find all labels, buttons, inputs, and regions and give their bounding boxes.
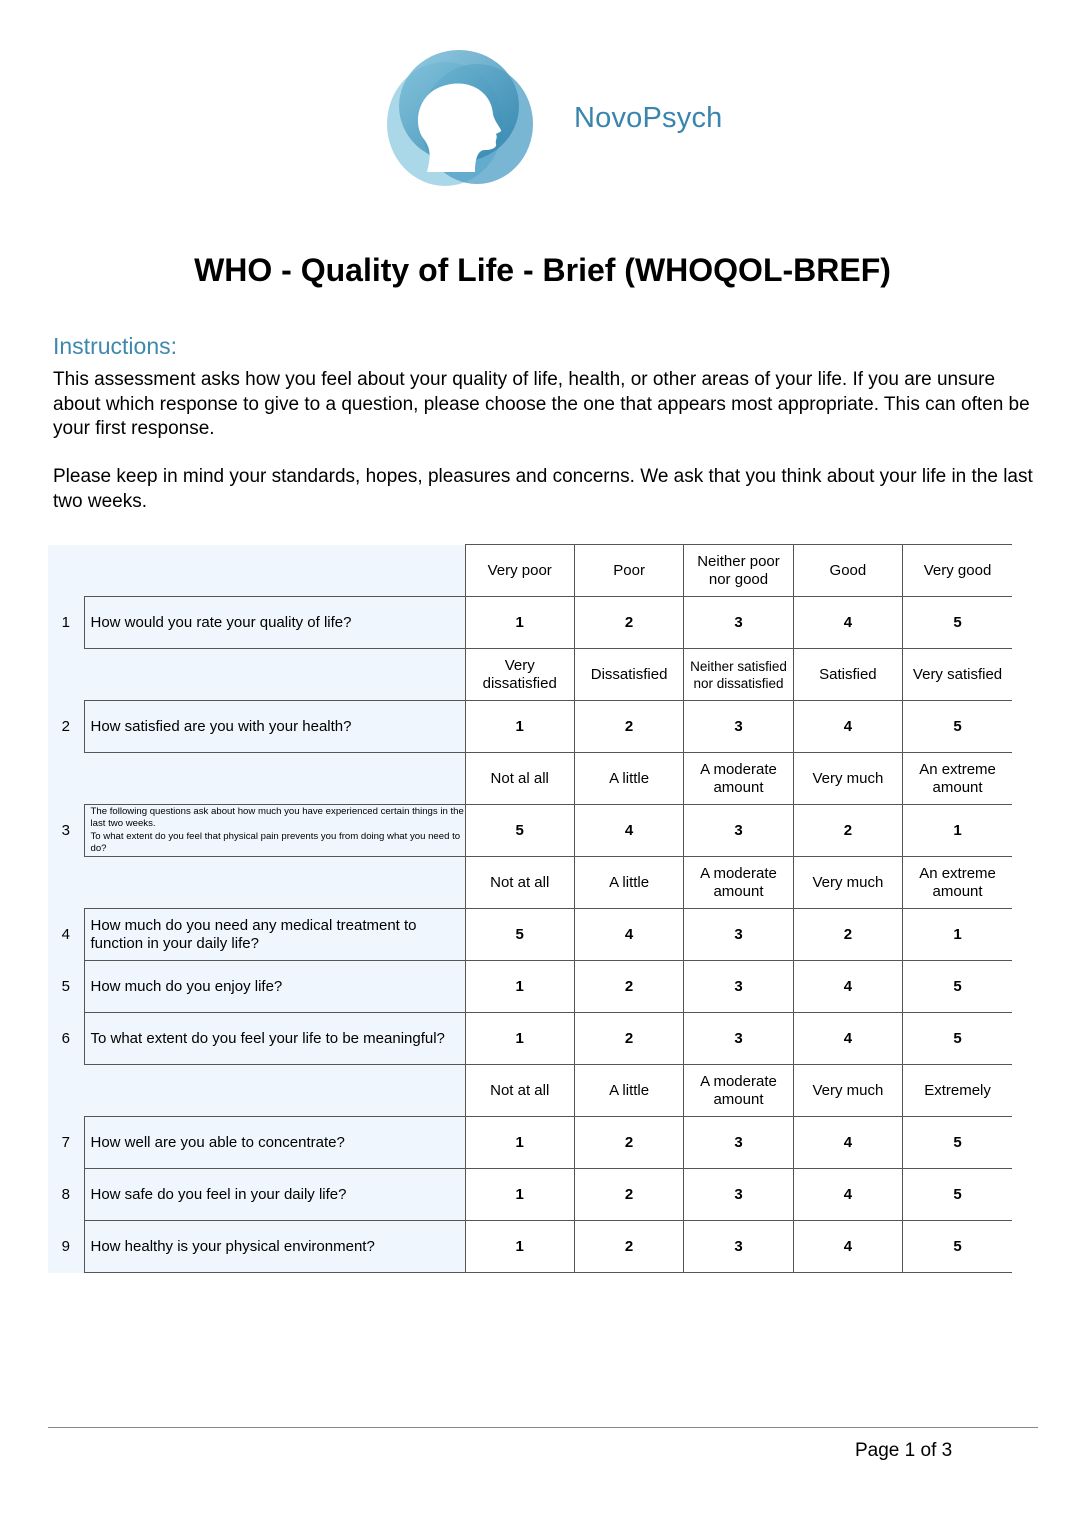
question-row [48, 1117, 1012, 1169]
scale-label: Very much [793, 753, 902, 805]
response-option[interactable]: 4 [574, 805, 683, 857]
question-number: 5 [48, 961, 84, 1013]
question-number: 1 [48, 597, 84, 649]
head-profile-logo-icon [383, 44, 543, 194]
question-number: 9 [48, 1221, 84, 1273]
logo [383, 44, 743, 194]
response-option[interactable]: 1 [465, 597, 574, 649]
response-option[interactable]: 1 [465, 1221, 574, 1273]
response-option[interactable]: 4 [793, 1117, 902, 1169]
response-option[interactable]: 5 [903, 597, 1012, 649]
scale-label: A little [574, 753, 683, 805]
response-option[interactable]: 3 [684, 1169, 793, 1221]
response-option[interactable]: 1 [465, 1169, 574, 1221]
response-option[interactable]: 3 [684, 1221, 793, 1273]
response-option[interactable]: 2 [574, 1013, 683, 1065]
question-text: How would you rate your quality of life? [84, 597, 465, 649]
response-option[interactable]: 5 [903, 1117, 1012, 1169]
question-row [48, 597, 1012, 649]
response-option[interactable]: 1 [465, 1117, 574, 1169]
scale-label: An extreme amount [903, 857, 1012, 909]
response-option[interactable]: 4 [793, 701, 902, 753]
response-option[interactable]: 4 [793, 597, 902, 649]
brand-name: NovoPsych [574, 102, 723, 134]
footer-divider [48, 1427, 1038, 1428]
response-option[interactable]: 4 [793, 1221, 902, 1273]
instructions-heading: Instructions: [53, 333, 177, 359]
response-option[interactable]: 4 [793, 961, 902, 1013]
response-option[interactable]: 2 [793, 909, 902, 961]
scale-label: Very poor [465, 545, 574, 597]
response-option[interactable]: 2 [574, 1221, 683, 1273]
question-number: 4 [48, 909, 84, 961]
response-option[interactable]: 2 [574, 597, 683, 649]
response-option[interactable]: 1 [903, 909, 1012, 961]
scale-label: Very good [903, 545, 1012, 597]
scale-header-row [48, 857, 1012, 909]
response-option[interactable]: 3 [684, 961, 793, 1013]
scale-header-row [48, 753, 1012, 805]
page-number: Page 1 of 3 [855, 1440, 953, 1461]
response-option[interactable]: 3 [684, 1117, 793, 1169]
question-number: 6 [48, 1013, 84, 1065]
question-text: How well are you able to concentrate? [84, 1117, 465, 1169]
question-row [48, 909, 1012, 961]
page-title: WHO - Quality of Life - Brief (WHOQOL-BREF) [194, 252, 891, 288]
response-option[interactable]: 1 [903, 805, 1012, 857]
response-option[interactable]: 5 [903, 1169, 1012, 1221]
question-text: How satisfied are you with your health? [84, 701, 465, 753]
scale-label: A little [574, 1065, 683, 1117]
question-text: To what extent do you feel your life to be meaningful? [84, 1013, 465, 1065]
questionnaire-table [48, 544, 1012, 1273]
scale-label: Poor [574, 545, 683, 597]
scale-header-row [48, 545, 1012, 597]
scale-label: Not at all [465, 1065, 574, 1117]
response-option[interactable]: 3 [684, 701, 793, 753]
response-option[interactable]: 4 [793, 1169, 902, 1221]
question-number: 3 [48, 805, 84, 857]
scale-label: Good [793, 545, 902, 597]
scale-label: A moderate amount [684, 857, 793, 909]
response-option[interactable]: 5 [903, 961, 1012, 1013]
response-option[interactable]: 5 [903, 1013, 1012, 1065]
scale-label: Neither satisfied nor dissatisfied [684, 649, 793, 701]
scale-label: An extreme amount [903, 753, 1012, 805]
instructions-paragraph-1: This assessment asks how you feel about your quality of life, health, or other areas of your life. If you are unsure about which response to give to a question, please choose the one that appears most appropriate. This can often be your first response. [53, 369, 1030, 439]
scale-label: Extremely [903, 1065, 1012, 1117]
scale-label: Not at all [465, 857, 574, 909]
instructions-paragraph-2: Please keep in mind your standards, hopes, pleasures and concerns. We ask that you think about your life in the last two weeks. [53, 466, 1033, 512]
question-text: How much do you enjoy life? [84, 961, 465, 1013]
response-option[interactable]: 5 [465, 805, 574, 857]
scale-label: Very much [793, 1065, 902, 1117]
question-row [48, 1169, 1012, 1221]
response-option[interactable]: 5 [903, 1221, 1012, 1273]
response-option[interactable]: 2 [574, 1117, 683, 1169]
question-row [48, 805, 1012, 857]
scale-label: Very dissatisfied [465, 649, 574, 701]
scale-label: Very satisfied [903, 649, 1012, 701]
question-number: 8 [48, 1169, 84, 1221]
scale-header-row [48, 1065, 1012, 1117]
scale-label: A little [574, 857, 683, 909]
question-text: How healthy is your physical environment? [84, 1221, 465, 1273]
scale-label: Very much [793, 857, 902, 909]
scale-label: Not al all [465, 753, 574, 805]
response-option[interactable]: 4 [574, 909, 683, 961]
response-option[interactable]: 3 [684, 909, 793, 961]
question-row [48, 701, 1012, 753]
question-text: The following questions ask about how much you have experienced certain things in the last two weeks. To what extent do you feel that physical pain prevents you from doing what you need to do? [84, 805, 465, 857]
question-number: 7 [48, 1117, 84, 1169]
response-option[interactable]: 2 [574, 961, 683, 1013]
scale-label: A moderate amount [684, 753, 793, 805]
question-number: 2 [48, 701, 84, 753]
response-option[interactable]: 1 [465, 961, 574, 1013]
scale-label: Neither poor nor good [684, 545, 793, 597]
response-option[interactable]: 3 [684, 597, 793, 649]
question-row [48, 961, 1012, 1013]
scale-header-row [48, 649, 1012, 701]
response-option[interactable]: 2 [574, 701, 683, 753]
question-text: How safe do you feel in your daily life? [84, 1169, 465, 1221]
response-option[interactable]: 5 [465, 909, 574, 961]
response-option[interactable]: 5 [903, 701, 1012, 753]
response-option[interactable]: 2 [574, 1169, 683, 1221]
question-row [48, 1221, 1012, 1273]
response-option[interactable]: 2 [793, 805, 902, 857]
response-option[interactable]: 1 [465, 1013, 574, 1065]
scale-label: A moderate amount [684, 1065, 793, 1117]
response-option[interactable]: 1 [465, 701, 574, 753]
response-option[interactable]: 3 [684, 1013, 793, 1065]
scale-label: Satisfied [793, 649, 902, 701]
scale-label: Dissatisfied [574, 649, 683, 701]
question-text: How much do you need any medical treatment to function in your daily life? [84, 909, 465, 961]
question-row [48, 1013, 1012, 1065]
response-option[interactable]: 3 [684, 805, 793, 857]
response-option[interactable]: 4 [793, 1013, 902, 1065]
